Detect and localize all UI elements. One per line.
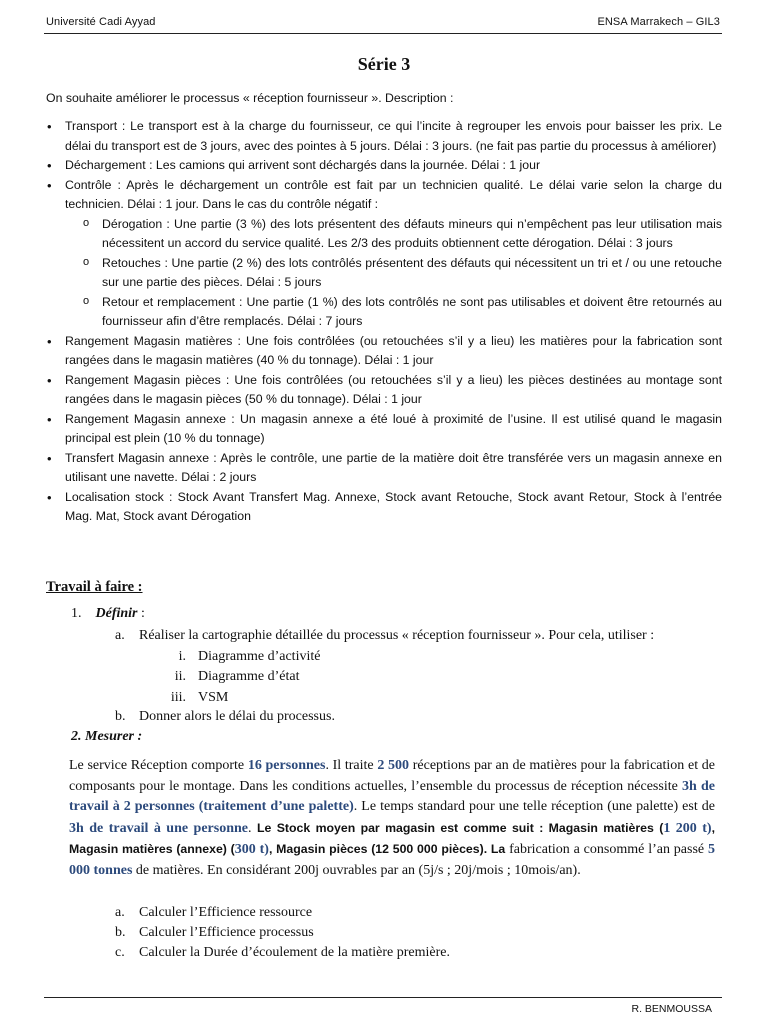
mesurer-paragraph (69, 756, 715, 881)
roman-text: Diagramme d’activité (198, 649, 321, 664)
item-text: Réaliser la cartographie détaillée du processus « réception fournisseur ». Pour cela, utiliser : (139, 628, 655, 643)
item-marker: a. (115, 628, 125, 643)
description-list (46, 117, 722, 527)
item-marker: c. (115, 945, 125, 960)
sub-retouches: o Retouches : Une partie (2 %) des lots contrôlés présentent des défauts qui nécessitent un tri et / ou une retouche sur une partie des pièces. Délai : 5 jours (65, 254, 722, 293)
highlight-stock-annexe: 300 t) (234, 842, 269, 857)
task-label: Définir (95, 606, 138, 621)
task-definir (71, 606, 145, 622)
bullet-controle-text: Contrôle : Après le déchargement un contrôle est fait par un technicien qualité. Le délai varie selon la charge du technicien. Délai : 1 jour. Dans le cas du contrôle négatif : (65, 177, 722, 211)
roman-text: Diagramme d’état (198, 669, 300, 684)
item-text: Calculer l’Efficience ressource (139, 905, 313, 920)
highlight-stock-matieres: 1 200 t) (663, 820, 712, 836)
item-marker: b. (115, 709, 126, 724)
text-run: . (248, 820, 257, 836)
item-text: Donner alors le délai du processus. (139, 709, 335, 724)
text-run: . Il traite (325, 758, 378, 773)
roman-marker: ii. (174, 669, 186, 684)
task-colon: : (137, 606, 145, 621)
item-text: Calculer l’Efficience processus (139, 925, 314, 940)
sub-retour: o Retour et remplacement : Une partie (1 %) des lots contrôlés ne sont pas utilisables et doivent être retournés au fournisseur afin d’être remplacés. Délai : 7 jours (65, 293, 722, 332)
text-run: Le service Réception comporte (69, 758, 248, 773)
task-number: 1. (71, 606, 82, 621)
footer-rule (44, 997, 722, 998)
roman-item (150, 690, 228, 706)
page-title: Série 3 (357, 54, 411, 74)
text-run: de matières. En considérant 200j ouvrables par an (5j/s ; 20j/mois ; 10mois/an). (132, 862, 581, 878)
mesurer-item-a (115, 905, 312, 921)
definir-item-b (115, 709, 335, 725)
item-marker: a. (115, 905, 125, 920)
text-run: réceptions par an de matières pour la fabrication et de composants pour le montage. Dans les conditions actuelles, l’ensemble du processus de réception nécessite (69, 758, 715, 794)
bullet-transfert: • Transfert Magasin annexe : Après le contrôle, une partie de la matière doit être transférée vers un magasin annexe en utilisant une navette. Délai : 2 jours (46, 449, 722, 488)
bullet-transport: • Transport : Le transport est à la charge du fournisseur, ce qui l’incite à regrouper les envois pour baisser les prix. Le délai du transport est de 3 jours, avec des pointes à 5 jours. Délai : 3 jours. (ne fait pas partie du processus à améliorer) (46, 117, 722, 156)
text-run: fabrication a consommé l’an passé (505, 842, 708, 857)
roman-item (150, 669, 299, 685)
highlight-temps-standard: 3h de travail à une personne (69, 820, 248, 836)
roman-item (150, 649, 320, 665)
sub-derogation: o Dérogation : Une partie (3 %) des lots présentent des défauts mineurs qui n’empêchent pas leur utilisation mais nécessitent un accord du service qualité. Les 2/3 des produits obtiennent cette dérogation. Délai : 3 jours (65, 215, 722, 254)
bullet-dechargement: • Déchargement : Les camions qui arrivent sont déchargés dans la journée. Délai : 1 jour (46, 156, 722, 176)
footer-author: R. BENMOUSSA (631, 1003, 712, 1015)
header-rule (44, 33, 722, 34)
bullet-localisation: • Localisation stock : Stock Avant Transfert Mag. Annexe, Stock avant Retouche, Stock avant Retour, Stock à l’entrée Mag. Mat, Stock avant Dérogation (46, 488, 722, 527)
item-marker: b. (115, 925, 126, 940)
mesurer-item-c (115, 945, 450, 961)
stock-text: , Magasin matières (annexe) ( (69, 820, 716, 856)
section-heading-travail: Travail à faire : (46, 579, 143, 595)
stock-text: , Magasin pièces (12 500 000 pièces). La (268, 842, 506, 856)
highlight-personnes: 16 personnes (247, 758, 326, 773)
mesurer-item-b (115, 925, 314, 941)
bullet-controle (46, 176, 722, 332)
page-header (46, 16, 720, 34)
roman-marker: iii. (170, 690, 186, 705)
bullet-magasin-annexe: • Rangement Magasin annexe : Un magasin annexe a été loué à proximité de l’usine. Il est utilisé quand le magasin principal est plein (10 % du tonnage) (46, 410, 722, 449)
bullet-magasin-matieres: • Rangement Magasin matières : Une fois contrôlées (ou retouchées s’il y a lieu) les matières pour la fabrication sont rangées dans le magasin matières (40 % du tonnage). Délai : 1 jour (46, 332, 722, 371)
roman-marker: i. (178, 649, 186, 664)
bullet-magasin-pieces: • Rangement Magasin pièces : Une fois contrôlées (ou retouchées s’il y a lieu) les pièces destinées au montage sont rangées dans le magasin pièces (50 % du tonnage). Délai : 1 jour (46, 371, 722, 410)
header-school: ENSA Marrakech – GIL3 (597, 16, 720, 28)
task-mesurer: 2. Mesurer : (71, 729, 143, 744)
definir-item-a (115, 628, 654, 644)
roman-text: VSM (198, 690, 229, 705)
item-text: Calculer la Durée d’écoulement de la matière première. (139, 945, 450, 960)
header-university: Université Cadi Ayyad (46, 16, 156, 28)
stock-text: Le Stock moyen par magasin est comme suit : Magasin matières ( (256, 820, 664, 835)
controle-sublist (65, 215, 722, 332)
highlight-tonnes: 5 000 tonnes (69, 842, 715, 878)
text-run: . Le temps standard pour une telle réception (une palette) est de (353, 799, 715, 814)
highlight-temps-actuel: 3h de travail à 2 personnes (traitement d’une palette) (69, 778, 715, 814)
highlight-receptions: 2 500 (377, 758, 410, 773)
intro-text: On souhaite améliorer le processus « réception fournisseur ». Description : (46, 91, 454, 105)
